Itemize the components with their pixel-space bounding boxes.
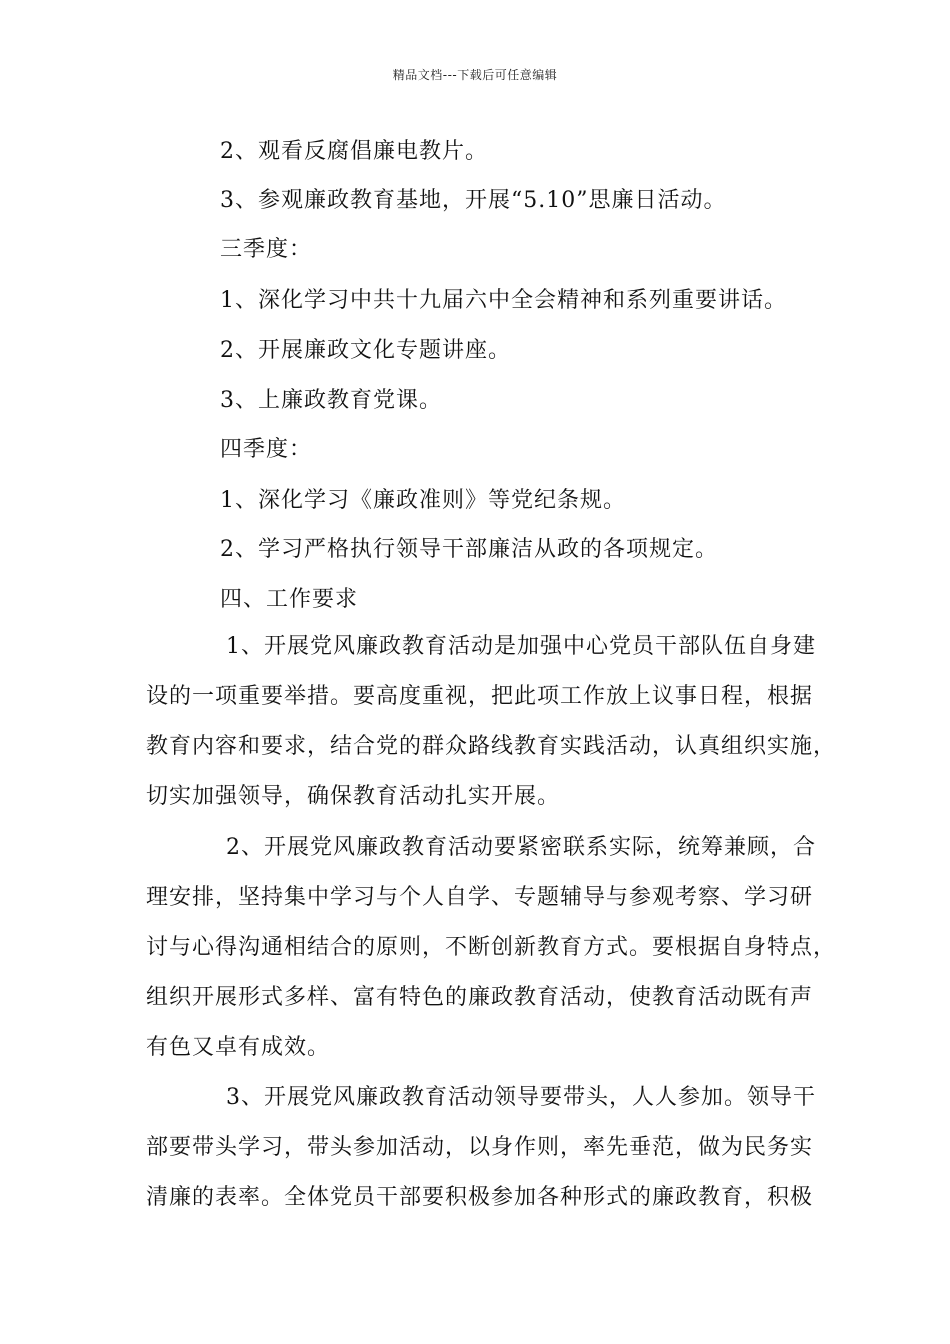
paragraph-line: 理安排，坚持集中学习与个人自学、专题辅导与参观考察、学习研: [146, 885, 814, 910]
paragraph-line: 3、开展党风廉政教育活动领导要带头，人人参加。领导干: [226, 1085, 816, 1110]
list-item-visit-base: 3、参观廉政教育基地，开展“5.10”思廉日活动。: [220, 188, 727, 213]
paragraph-requirement-1: [146, 622, 837, 822]
section-heading-q4: 四季度：: [220, 437, 313, 462]
paragraph-line: 教育内容和要求，结合党的群众路线教育实践活动，认真组织实施，: [146, 734, 837, 759]
paragraph-line: 组织开展形式多样、富有特色的廉政教育活动，使教育活动既有声: [146, 985, 814, 1010]
paragraph-requirement-2: [146, 823, 837, 1073]
section-heading-q3: 三季度：: [220, 237, 313, 262]
paragraph-line: 清廉的表率。全体党员干部要积极参加各种形式的廉政教育，积极: [146, 1185, 814, 1210]
paragraph-line: 部要带头学习，带头参加活动，以身作则，率先垂范，做为民务实: [146, 1135, 814, 1160]
list-item-watch-film: 2、观看反腐倡廉电教片。: [220, 139, 488, 164]
paragraph-line: 设的一项重要举措。要高度重视，把此项工作放上议事日程，根据: [146, 684, 814, 709]
list-item-q3-lecture: 2、开展廉政文化专题讲座。: [220, 338, 511, 363]
paragraph-line: 讨与心得沟通相结合的原则，不断创新教育方式。要根据自身特点，: [146, 935, 837, 960]
list-item-q4-regulations: 2、学习严格执行领导干部廉洁从政的各项规定。: [220, 537, 718, 562]
list-item-q4-rules: 1、深化学习《廉政准则》等党纪条规。: [220, 488, 626, 513]
paragraph-line: 2、开展党风廉政教育活动要紧密联系实际，统筹兼顾，合: [226, 835, 816, 860]
page-header: 精品文档---下载后可任意编辑: [392, 68, 558, 82]
list-item-q3-party-class: 3、上廉政教育党课。: [220, 388, 442, 413]
list-item-q3-study: 1、深化学习中共十九届六中全会精神和系列重要讲话。: [220, 288, 787, 313]
paragraph-line: 1、开展党风廉政教育活动是加强中心党员干部队伍自身建: [226, 634, 816, 659]
section-heading-requirements: 四、工作要求: [220, 587, 359, 612]
paragraph-line: 有色又卓有成效。: [146, 1035, 331, 1060]
paragraph-line: 切实加强领导，确保教育活动扎实开展。: [146, 784, 561, 809]
paragraph-requirement-3: [146, 1073, 818, 1223]
